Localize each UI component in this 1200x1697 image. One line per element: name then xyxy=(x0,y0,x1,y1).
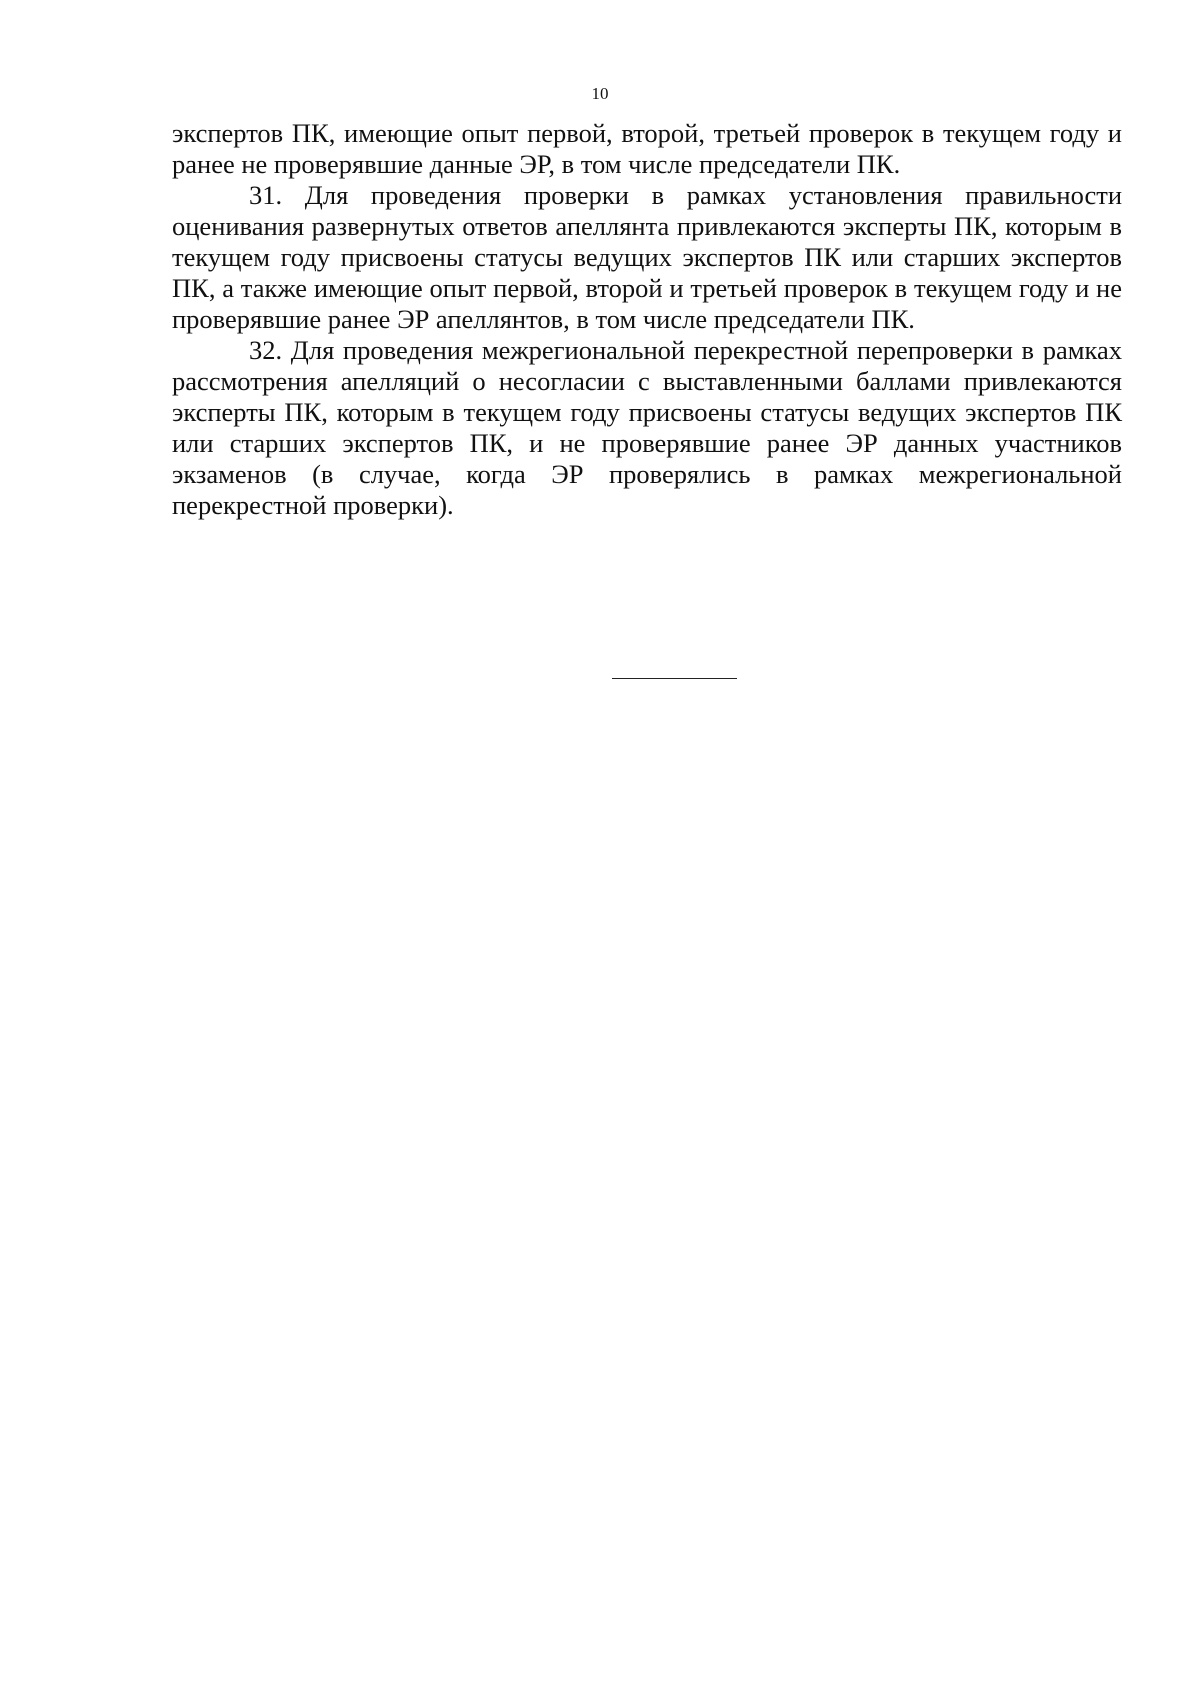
paragraph-continuation: экспертов ПК, имеющие опыт первой, второй, третьей проверок в текущем году и ранее не проверявшие данные ЭР, в том числе председатели ПК. xyxy=(172,118,1122,179)
document-body xyxy=(172,118,1122,521)
paragraph-31: 31. Для проведения проверки в рамках установления правильности оценивания развернутых ответов апеллянта привлекаются эксперты ПК, которым в текущем году присвоены статусы ведущих экспертов ПК или старших экспертов ПК, а также имеющие опыт первой, второй и третьей проверок в текущем году и не проверявшие ранее ЭР апеллянтов, в том числе председатели ПК. xyxy=(172,180,1122,334)
paragraph-32: 32. Для проведения межрегиональной перекрестной перепроверки в рамках рассмотрения апелляций о несогласии с выставленными баллами привлекаются эксперты ПК, которым в текущем году присвоены статусы ведущих экспертов ПК или старших экспертов ПК, и не проверявшие ранее ЭР данных участников экзаменов (в случае, когда ЭР проверялись в рамках межрегиональной перекрестной проверки). xyxy=(172,335,1122,520)
end-of-document-rule xyxy=(612,678,737,679)
page-number: 10 xyxy=(591,84,609,103)
